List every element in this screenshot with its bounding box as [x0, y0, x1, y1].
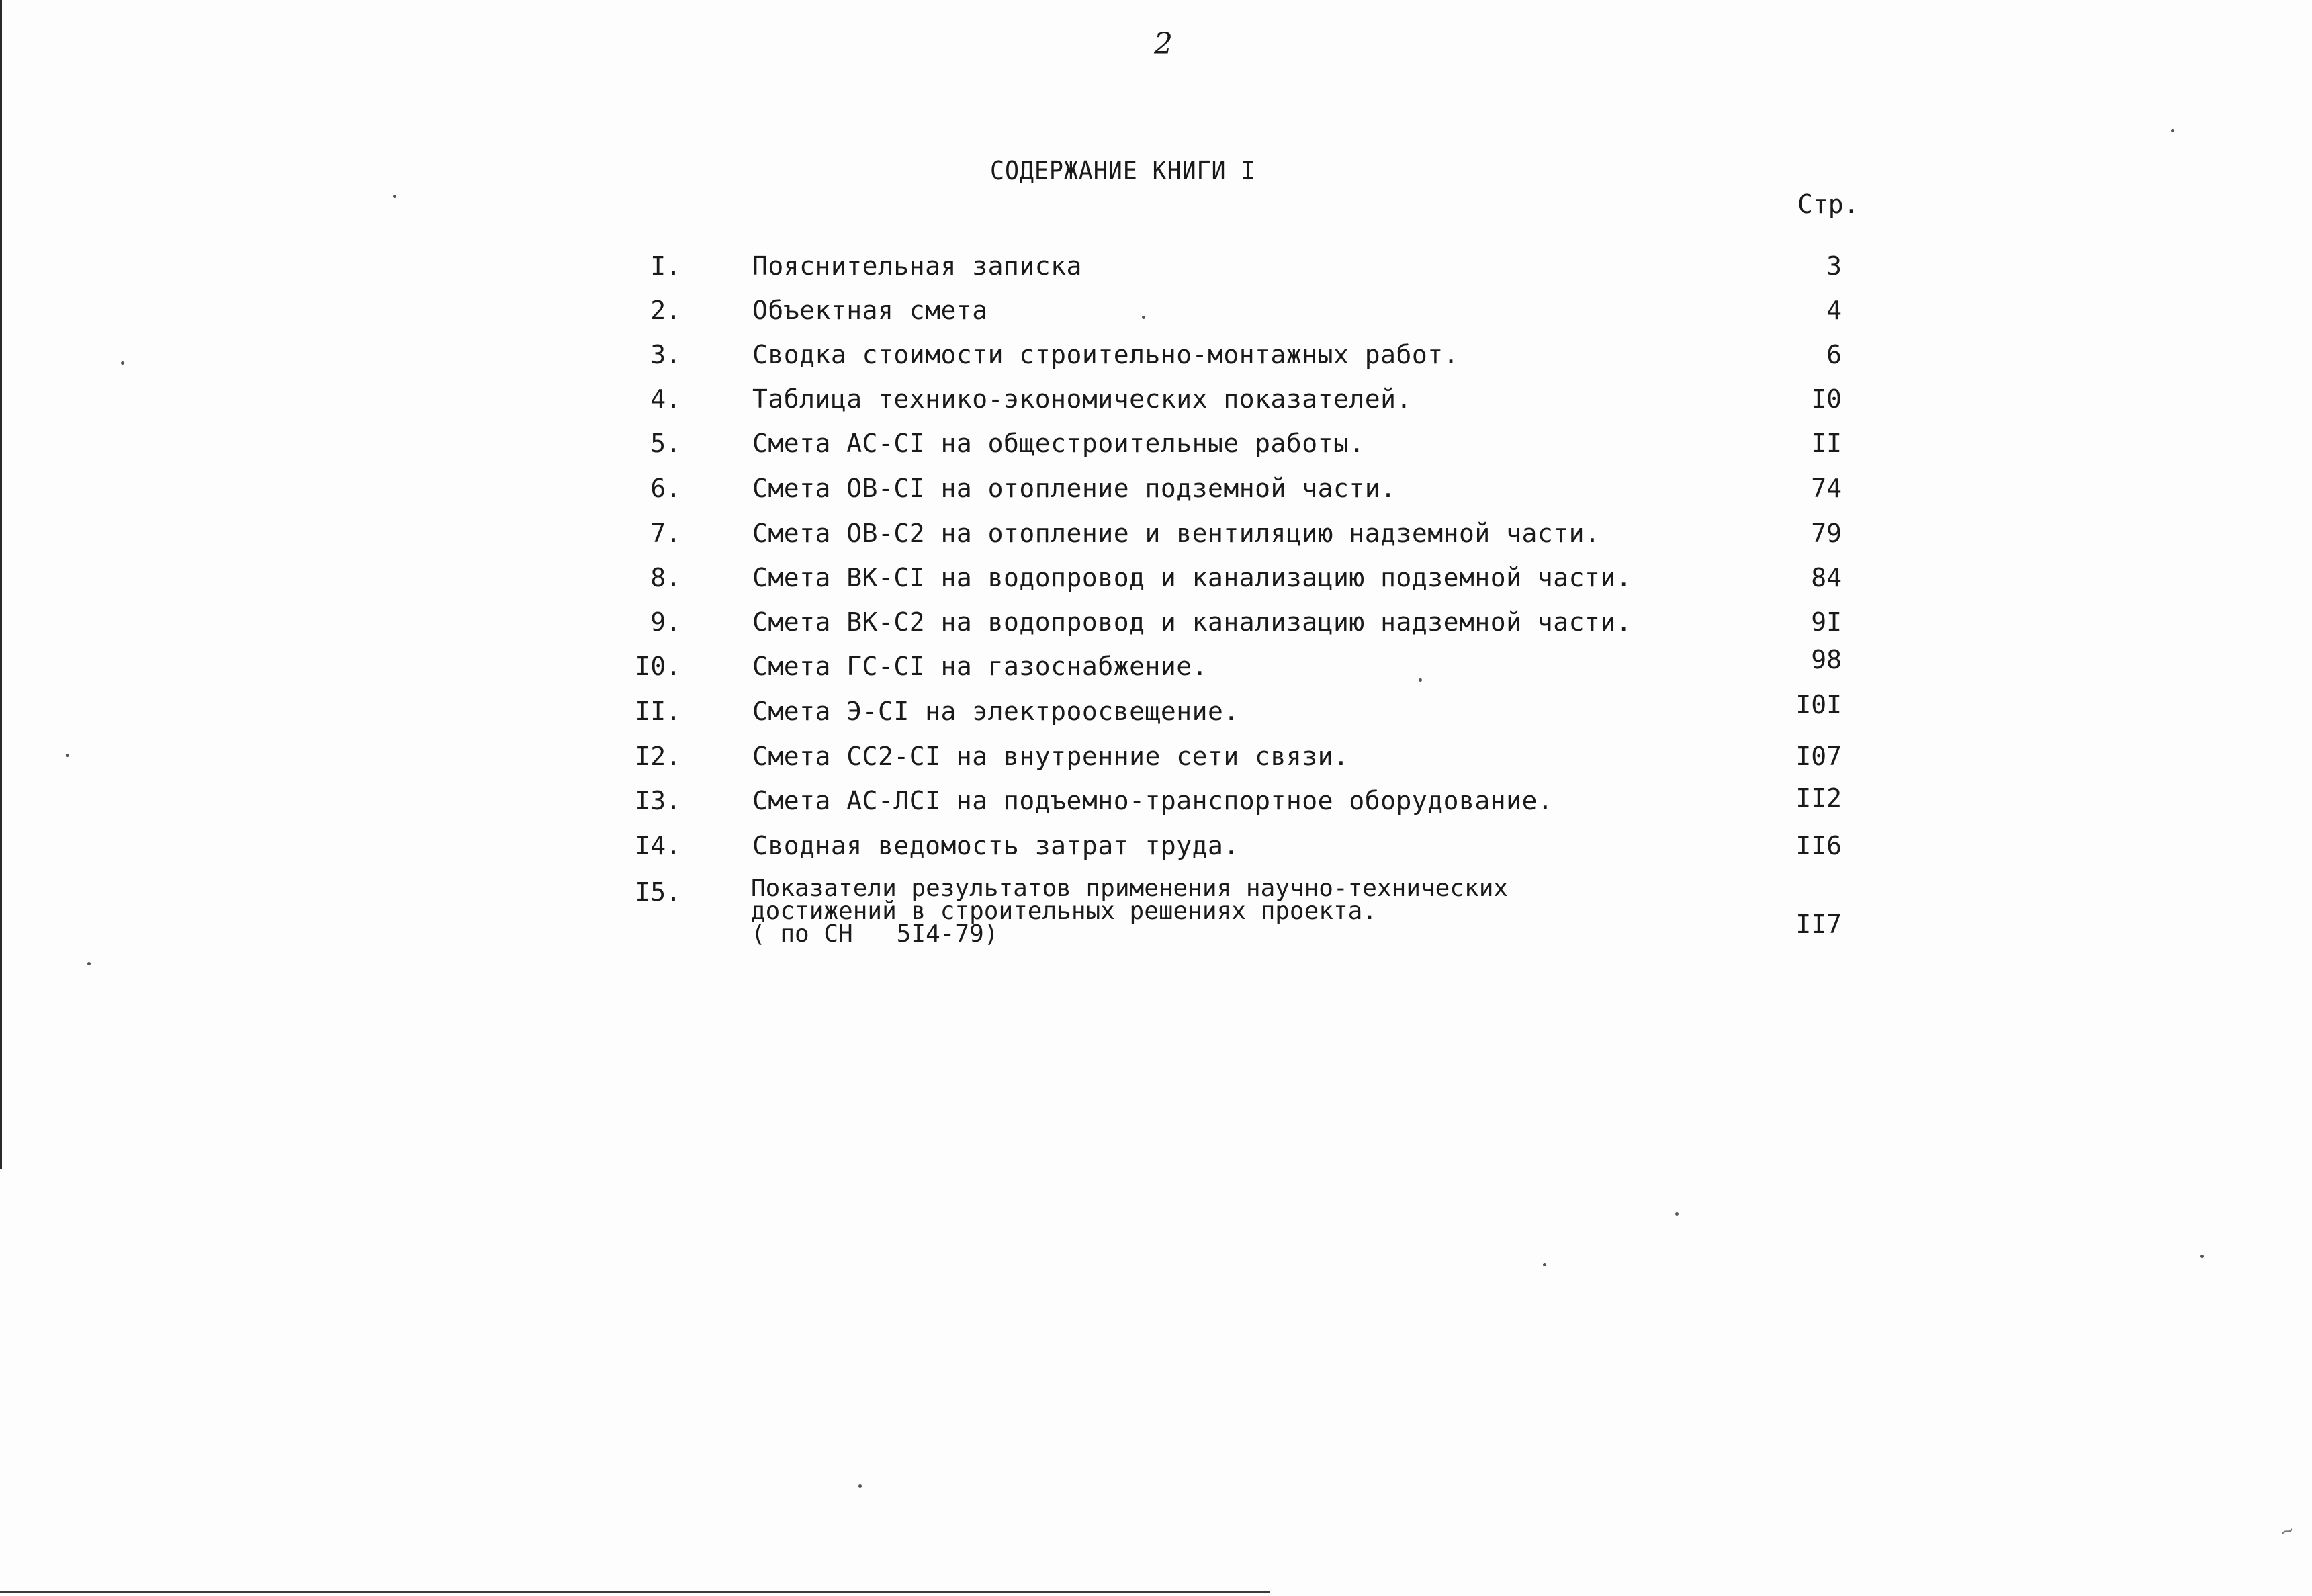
page-number: 2	[1154, 27, 1173, 61]
toc-number: I.	[650, 251, 681, 281]
toc-row	[0, 563, 2312, 603]
toc-page: II7	[1795, 910, 1842, 939]
toc-title: Показатели результатов применения научно-технических достижений в строительных решениях проекта. ( по СН 5I4-79)	[751, 875, 1509, 948]
toc-number: I2.	[635, 742, 681, 771]
toc-title: Смета ОВ-СI на отопление подземной части.	[752, 474, 1396, 503]
toc-page: 9I	[1811, 607, 1842, 637]
toc-page: I0	[1811, 384, 1842, 414]
toc-title: Смета ВК-С2 на водопровод и канализацию надземной части.	[752, 607, 1632, 637]
toc-number: 4.	[650, 384, 681, 414]
toc-title: Смета Э-СI на электроосвещение.	[752, 697, 1239, 726]
toc-row	[0, 742, 2312, 782]
toc-title: Смета ВК-СI на водопровод и канализацию подземной части.	[752, 563, 1632, 592]
toc-row	[0, 783, 2312, 826]
toc-row	[0, 429, 2312, 469]
toc-page: 3	[1826, 251, 1842, 281]
toc-row	[0, 474, 2312, 514]
toc-title: Пояснительная записка	[752, 251, 1082, 281]
toc-title: Смета ГС-СI на газоснабжение.	[752, 652, 1208, 681]
toc-row	[0, 340, 2312, 380]
toc-row	[0, 831, 2312, 871]
toc-page: I07	[1795, 742, 1842, 771]
toc-row	[0, 690, 2312, 737]
toc-page: 4	[1826, 296, 1842, 325]
toc-row	[0, 296, 2312, 336]
toc-page: I0I	[1795, 690, 1842, 719]
toc-title: Объектная смета	[752, 296, 988, 325]
toc-title: Сводная ведомость затрат труда.	[752, 831, 1239, 860]
toc-number: 9.	[650, 607, 681, 637]
toc-page: II6	[1795, 831, 1842, 860]
toc-row	[0, 384, 2312, 425]
toc-row	[0, 607, 2312, 648]
toc-number: 2.	[650, 296, 681, 325]
scan-corner-mark: ~	[2277, 1517, 2297, 1545]
toc-number: I5.	[635, 877, 681, 907]
toc-number: I3.	[635, 786, 681, 815]
toc-number: I0.	[635, 652, 681, 681]
toc-page: 98	[1811, 645, 1842, 674]
toc-title: Таблица технико-экономических показателей.	[752, 384, 1412, 414]
toc-row	[0, 877, 2312, 958]
toc-page: II2	[1795, 783, 1842, 813]
toc-row	[0, 251, 2312, 292]
toc-page: 84	[1811, 563, 1842, 592]
toc-title: Смета АС-СI на общестроительные работы.	[752, 429, 1365, 458]
toc-number: 3.	[650, 340, 681, 369]
toc-row	[0, 519, 2312, 559]
toc-page: II	[1811, 429, 1842, 458]
page-title: СОДЕРЖАНИЕ КНИГИ I	[990, 156, 1256, 185]
page-column-header: Стр.	[1797, 189, 1859, 219]
toc-title: Смета АС-ЛСI на подъемно-транспортное оборудование.	[752, 786, 1554, 815]
toc-page: 6	[1826, 340, 1842, 369]
toc-number: 7.	[650, 519, 681, 548]
toc-number: I4.	[635, 831, 681, 860]
toc-number: 6.	[650, 474, 681, 503]
toc-page: 79	[1811, 519, 1842, 548]
toc-number: II.	[635, 697, 681, 726]
toc-title: Сводка стоимости строительно-монтажных работ.	[752, 340, 1460, 369]
toc-title: Смета ОВ-С2 на отопление и вентиляцию надземной части.	[752, 519, 1601, 548]
toc-number: 5.	[650, 429, 681, 458]
toc-page: 74	[1811, 474, 1842, 503]
toc-title: Смета СС2-СI на внутренние сети связи.	[752, 742, 1349, 771]
toc-number: 8.	[650, 563, 681, 592]
toc-row	[0, 645, 2312, 692]
